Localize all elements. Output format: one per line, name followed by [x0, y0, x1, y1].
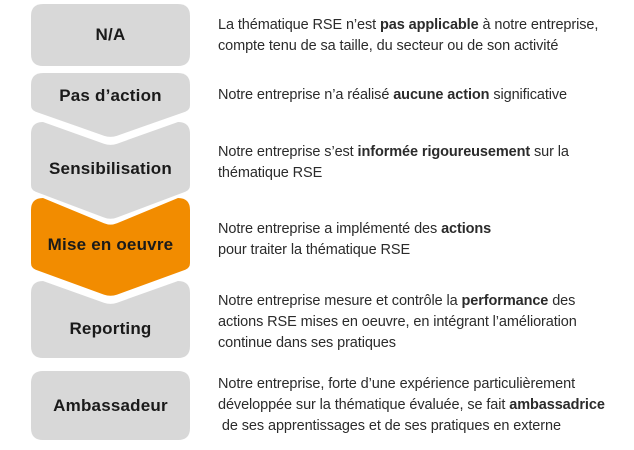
level-description-na: La thématique RSE n’est pas applicable à notre entreprise, compte tenu de sa taille, du secteur ou de son activité	[218, 17, 599, 54]
level-description-ambassadeur: Notre entreprise, forte d’une expérience particulièrement développée sur la thématique évaluée, se fait ambassadrice de ses apprentissages et de ses pratiques en externe	[218, 376, 605, 434]
level-label-ambassadeur: Ambassadeur	[53, 395, 168, 415]
level-label-sensibilisation: Sensibilisation	[49, 159, 172, 178]
level-label-na: N/A	[95, 25, 126, 44]
level-label-mise-en-oeuvre: Mise en oeuvre	[47, 235, 174, 254]
level-description-mise-en-oeuvre: Notre entreprise a implémenté des actions pour traiter la thématique RSE	[218, 221, 492, 258]
level-description-pas-daction: Notre entreprise n’a réalisé aucune action significative	[218, 87, 568, 103]
level-description-sensibilisation: Notre entreprise s’est informée rigoureusement sur la thématique RSE	[218, 144, 569, 181]
level-label-reporting: Reporting	[69, 318, 152, 338]
level-description-reporting: Notre entreprise mesure et contrôle la performance des actions RSE mises en oeuvre, en intégrant l’amélioration continue dans ses pratiques	[218, 293, 577, 351]
level-label-pas-daction: Pas d’action	[59, 85, 162, 105]
